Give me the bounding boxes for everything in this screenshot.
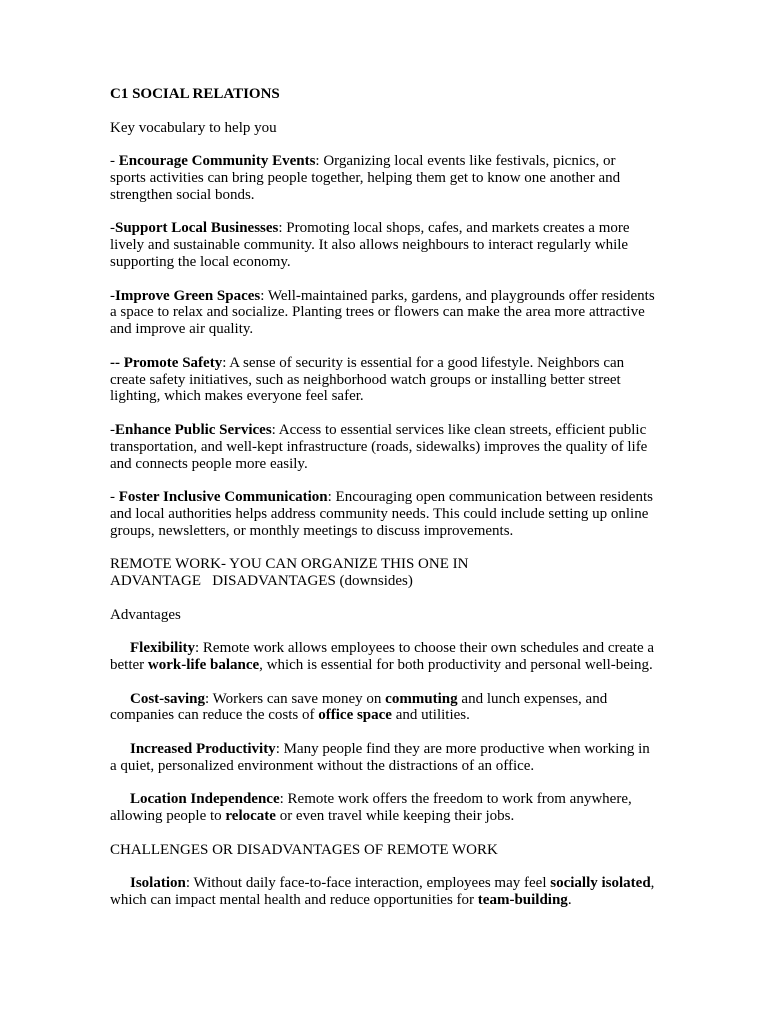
vocab-text: : Well-maintained parks, gardens, and playgrounds offer residents a space to relax and socialize. Planting trees or flowers can make the area more attractive and improve air quality.: [110, 287, 655, 338]
advantage-productivity: [110, 741, 655, 775]
advantage-term: Cost-saving: [130, 690, 206, 707]
key-phrase: relocate: [225, 808, 276, 825]
advantage-term: Flexibility: [130, 640, 195, 657]
vocab-term: Foster Inclusive Communication: [118, 489, 328, 506]
advantage-text: : Workers can save money on: [205, 690, 386, 707]
vocab-text: : Access to essential services like clean streets, efficient public transportation, and well-kept infrastructure (roads, sidewalks) improves the quality of life and connects people more easily.: [110, 421, 648, 472]
key-phrase: office space: [318, 707, 392, 724]
vocab-item-inclusive-communication: [110, 489, 655, 539]
challenge-text: : Without daily face-to-face interaction, employees may feel: [185, 875, 551, 892]
advantage-flexibility: [110, 640, 655, 674]
advantage-text: and lunch expenses, and companies can reduce the costs of: [110, 690, 608, 724]
vocab-text: : Organizing local events like festivals, picnics, or sports activities can bring people together, helping them get to know one another and strengthen social bonds.: [110, 153, 621, 203]
vocab-text: : A sense of security is essential for a good lifestyle. Neighbors can create safety initiatives, such as neighborhood watch groups or installing better street lighting, which makes everyone feel safer.: [110, 354, 625, 405]
challenge-isolation: [110, 875, 655, 909]
vocab-item-green-spaces: [110, 288, 655, 338]
challenges-heading: CHALLENGES OR DISADVANTAGES OF REMOTE WORK: [110, 841, 498, 858]
vocab-term: Encourage Community Events: [118, 153, 316, 170]
vocab-text: : Promoting local shops, cafes, and markets creates a more lively and sustainable community. It also allows neighbours to interact regularly while supporting the local economy.: [110, 220, 630, 270]
advantage-cost-saving: [110, 691, 655, 725]
key-phrase: socially isolated: [550, 875, 651, 892]
item-prefix: -: [110, 153, 119, 170]
item-prefix: -: [110, 287, 115, 304]
item-prefix: --: [110, 354, 124, 371]
remote-heading-line1: REMOTE WORK- YOU CAN ORGANIZE THIS ONE IN: [110, 556, 469, 573]
document-title: C1 SOCIAL RELATIONS: [110, 86, 280, 102]
challenge-text: , which can impact mental health and reduce opportunities for: [110, 875, 655, 909]
key-phrase: commuting: [385, 690, 458, 707]
advantage-text: : Remote work allows employees to choose their own schedules and create a better: [110, 640, 655, 674]
advantage-text: : Remote work offers the freedom to work from anywhere, allowing people to: [110, 791, 632, 825]
document-body: [110, 86, 655, 926]
vocab-text: : Encouraging open communication between residents and local authorities helps address community needs. This could include setting up online groups, newsletters, or monthly meetings to discuss improvements.: [110, 489, 653, 539]
vocab-item-community-events: [110, 153, 655, 203]
vocab-item-public-services: [110, 422, 655, 472]
item-prefix: -: [110, 220, 115, 237]
challenge-text: .: [567, 892, 572, 909]
advantage-term: Increased Productivity: [130, 741, 276, 758]
key-phrase: work-life balance: [147, 657, 260, 674]
vocab-term: Support Local Businesses: [115, 220, 279, 237]
advantage-text: : Many people find they are more productive when working in a quiet, personalized environment without the distractions of an office.: [110, 741, 650, 774]
vocab-term: Promote Safety: [123, 354, 223, 371]
key-phrase: team-building: [477, 892, 568, 909]
advantage-text: and utilities.: [391, 707, 470, 724]
advantage-term: Location Independence: [130, 791, 280, 808]
vocab-term: Enhance Public Services: [115, 421, 272, 438]
advantage-text: or even travel while keeping their jobs.: [275, 808, 515, 825]
advantage-location-independence: [110, 791, 655, 825]
vocab-item-promote-safety: [110, 355, 655, 405]
advantages-label: Advantages: [110, 606, 181, 623]
item-prefix: -: [110, 421, 115, 438]
vocab-term: Improve Green Spaces: [115, 287, 261, 304]
remote-work-heading: [110, 556, 655, 590]
vocab-item-local-businesses: [110, 220, 655, 270]
advantage-text: , which is essential for both productivity and personal well-being.: [259, 657, 653, 674]
challenge-term: Isolation: [130, 875, 186, 892]
item-prefix: -: [110, 489, 119, 506]
intro-line: Key vocabulary to help you: [110, 119, 277, 136]
remote-heading-line2: ADVANTAGE DISADVANTAGES (downsides): [110, 573, 413, 590]
